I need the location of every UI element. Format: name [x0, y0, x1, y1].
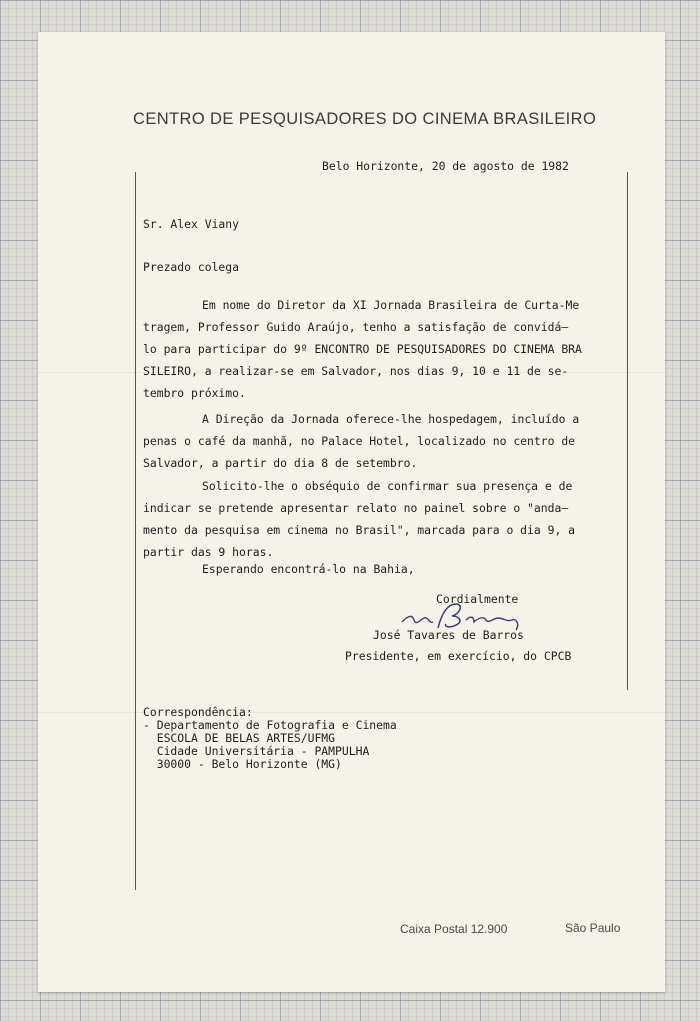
- correspondence-line: 30000 - Belo Horizonte (MG): [143, 757, 342, 771]
- correspondence-heading: Correspondência:: [143, 705, 253, 719]
- paragraph-line: lo para participar do 9º ENCONTRO DE PESQUISADORES DO CINEMA BRA: [143, 342, 582, 356]
- closing-line: Esperando encontrá-lo na Bahia,: [202, 562, 415, 576]
- letterhead: CENTRO DE PESQUISADORES DO CINEMA BRASILEIRO: [133, 110, 597, 128]
- signer-title: Presidente, em exercício, do CPCB: [345, 649, 572, 663]
- salutation: Prezado colega: [143, 260, 240, 274]
- footer-postal-box: Caixa Postal 12.900: [400, 922, 508, 936]
- paragraph-line: mento da pesquisa em cinema no Brasil", marcada para o dia 9, a: [143, 523, 576, 537]
- footer-city: São Paulo: [565, 921, 621, 935]
- correspondence-line: - Departamento de Fotografia e Cinema: [143, 718, 397, 732]
- correspondence-line: Cidade Universitária - PAMPULHA: [143, 744, 370, 758]
- paragraph-line: tembro próximo.: [143, 386, 246, 400]
- paragraph-line: Em nome do Diretor da XI Jornada Brasileira de Curta-Me: [202, 298, 580, 312]
- paragraph-line: A Direção da Jornada oferece-lhe hospedagem, incluído a: [202, 412, 580, 426]
- paragraph-line: penas o café da manhã, no Palace Hotel, localizado no centro de: [143, 434, 576, 448]
- paragraph-line: Salvador, a partir do dia 8 de setembro.: [143, 456, 418, 470]
- paragraph-line: SILEIRO, a realizar-se em Salvador, nos dias 9, 10 e 11 de se-: [143, 364, 569, 378]
- paragraph-line: partir das 9 horas.: [143, 545, 274, 559]
- fold-crease-lower: [38, 712, 665, 713]
- letter-sheet: [38, 32, 665, 992]
- right-margin-rule: [627, 172, 628, 690]
- paragraph-line: Solicito-lhe o obséquio de confirmar sua presença e de: [202, 479, 573, 493]
- signer-name: José Tavares de Barros: [373, 628, 524, 642]
- correspondence-line: ESCOLA DE BELAS ARTES/UFMG: [143, 731, 336, 745]
- valediction: Cordialmente: [436, 592, 519, 606]
- paragraph-line: indicar se pretende apresentar relato no painel sobre o "anda—: [143, 501, 569, 515]
- recipient: Sr. Alex Viany: [143, 217, 240, 231]
- place-date: Belo Horizonte, 20 de agosto de 1982: [322, 159, 569, 173]
- left-margin-rule: [135, 172, 136, 890]
- paragraph-line: tragem, Professor Guido Araújo, tenho a satisfação de convidá—: [143, 320, 569, 334]
